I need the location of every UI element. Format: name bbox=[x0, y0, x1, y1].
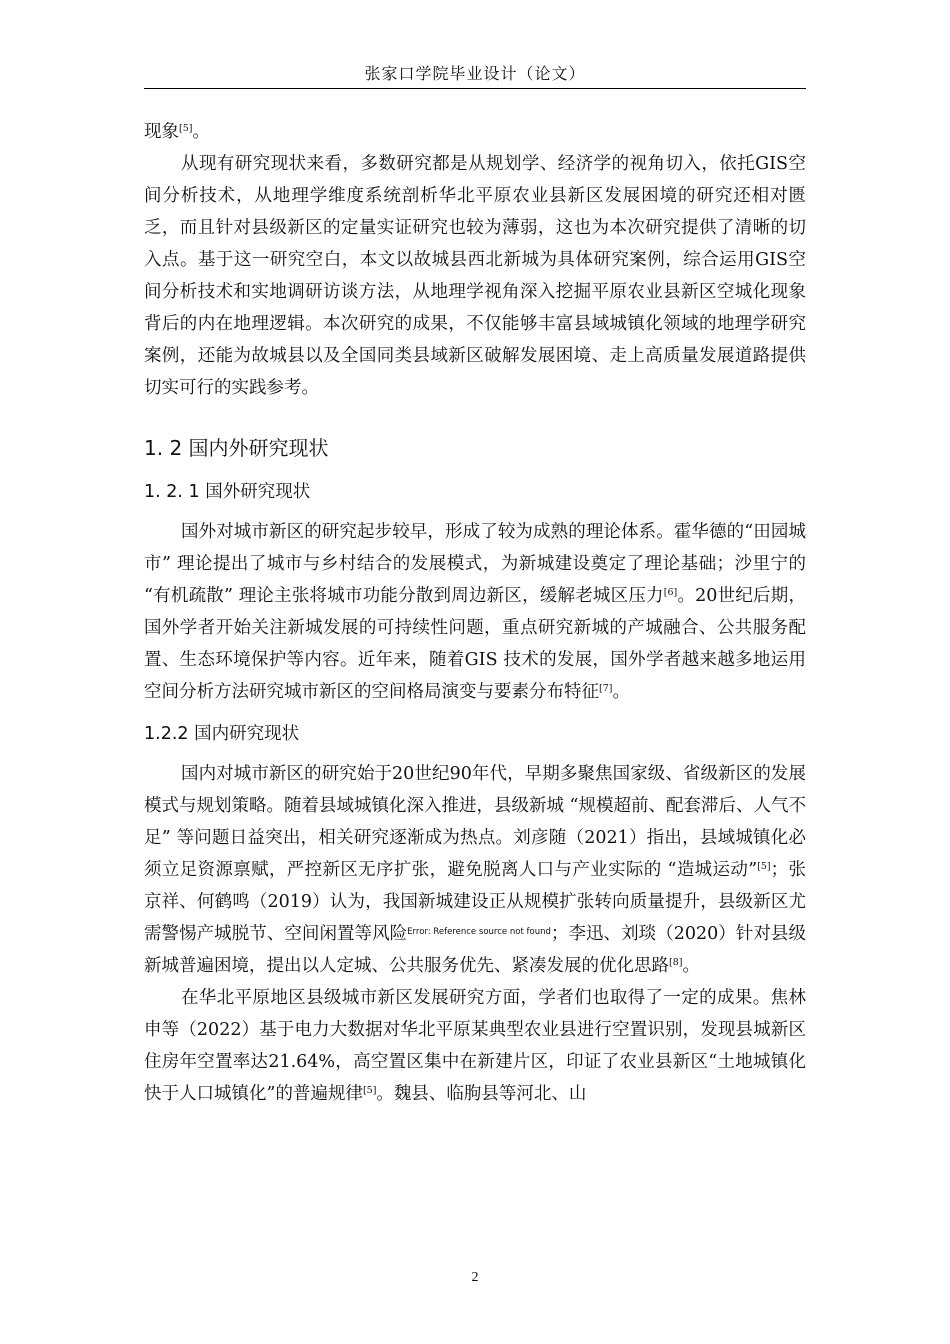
citation-ref: [6] bbox=[663, 587, 678, 598]
page-number: 2 bbox=[471, 1270, 479, 1285]
document-body bbox=[144, 116, 806, 1110]
paragraph-text: 国外对城市新区的研究起步较早，形成了较为成熟的理论体系。霍华德的“田园城市” 理论提出了城市与乡村结合的发展模式，为新城建设奠定了理论基础；沙里宁的 “有机疏散” 理论主张将城市功能分散到周边新区，缓解老城区压力 bbox=[144, 522, 806, 606]
paragraph-continuation bbox=[144, 116, 806, 148]
section-heading-1-2: 1. 2 国内外研究现状 bbox=[144, 436, 329, 460]
paragraph-research-gap: 从现有研究现状来看，多数研究都是从规划学、经济学的视角切入，依托GIS空间分析技术，从地理学维度系统剖析华北平原农业县新区发展困境的研究还相对匮乏，而且针对县级新区的定量实证研究也较为薄弱，这也为本次研究提供了清晰的切入点。基于这一研究空白，本文以故城县西北新城为具体研究案例，综合运用GIS空间分析技术和实地调研访谈方法，从地理学视角深入挖掘平原农业县新区空城化现象背后的内在地理逻辑。本次研究的成果，不仅能够丰富县域城镇化领域的地理学研究案例，还能为故城县以及全国同类县域新区破解发展困境、走上高质量发展道路提供切实可行的实践参考。 bbox=[144, 154, 806, 398]
paragraph-foreign-research bbox=[144, 516, 806, 708]
paragraph-domestic-research bbox=[144, 758, 806, 982]
citation-ref: [8] bbox=[669, 957, 683, 968]
citation-ref: [5] bbox=[362, 1085, 377, 1096]
paragraph-north-china-plain bbox=[144, 982, 806, 1110]
paragraph-text: 在华北平原地区县级城市新区发展研究方面，学者们也取得了一定的成果。焦林申等（2022）基于电力大数据对华北平原某典型农业县进行空置识别，发现县城新区住房年空置率达21.64%，高空置区集中在新建片区，印证了农业县新区“土地城镇化快于人口城镇化”的普遍规律 bbox=[144, 988, 806, 1104]
paragraph-text: 。 bbox=[682, 956, 700, 976]
paragraph-text: 。 bbox=[612, 682, 630, 702]
section-heading-1-2-2: 1.2.2 国内研究现状 bbox=[144, 724, 300, 744]
page-header bbox=[144, 60, 806, 89]
citation-ref: [5] bbox=[757, 861, 771, 872]
section-heading-1-2-1: 1. 2. 1 国外研究现状 bbox=[144, 482, 311, 502]
paragraph-text: ；张京祥、何鹤鸣（2019）认为，我国新城建设正从规模扩张转向质量提升，县级新区尤需警惕产城脱节、空间闲置等风险 bbox=[144, 860, 806, 944]
citation-ref: [5] bbox=[179, 123, 193, 134]
paragraph-text: 国内对城市新区的研究始于20世纪90年代，早期多聚焦国家级、省级新区的发展模式与规划策略。随着县域城镇化深入推进，县级新城 “规模超前、配套滞后、人气不足” 等问题日益突出，相关研究逐渐成为热点。刘彦随（2021）指出，县域城镇化必须立足资源禀赋，严控新区无序扩张，避免脱离人口与产业实际的 “造城运动” bbox=[144, 764, 807, 880]
paragraph-text: 。魏县、临朐县等河北、山 bbox=[376, 1084, 587, 1104]
header-title: 张家口学院毕业设计（论文） bbox=[364, 64, 586, 83]
paragraph-text: ；李迅、刘琰（2020）针对县级新城普遍困境，提出以人定城、公共服务优先、紧凑发展的优化思路 bbox=[144, 924, 806, 976]
citation-error: Error: Reference source not found bbox=[407, 927, 551, 937]
paragraph-text: 现象 bbox=[144, 122, 179, 142]
citation-ref: [7] bbox=[599, 683, 613, 694]
paragraph-text: 。20世纪后期，国外学者开始关注新城发展的可持续性问题，重点研究新城的产城融合、公共服务配置、生态环境保护等内容。近年来，随着GIS 技术的发展，国外学者越来越多地运用空间分析方法研究城市新区的空间格局演变与要素分布特征 bbox=[144, 586, 806, 702]
paragraph-text: 。 bbox=[192, 122, 210, 142]
